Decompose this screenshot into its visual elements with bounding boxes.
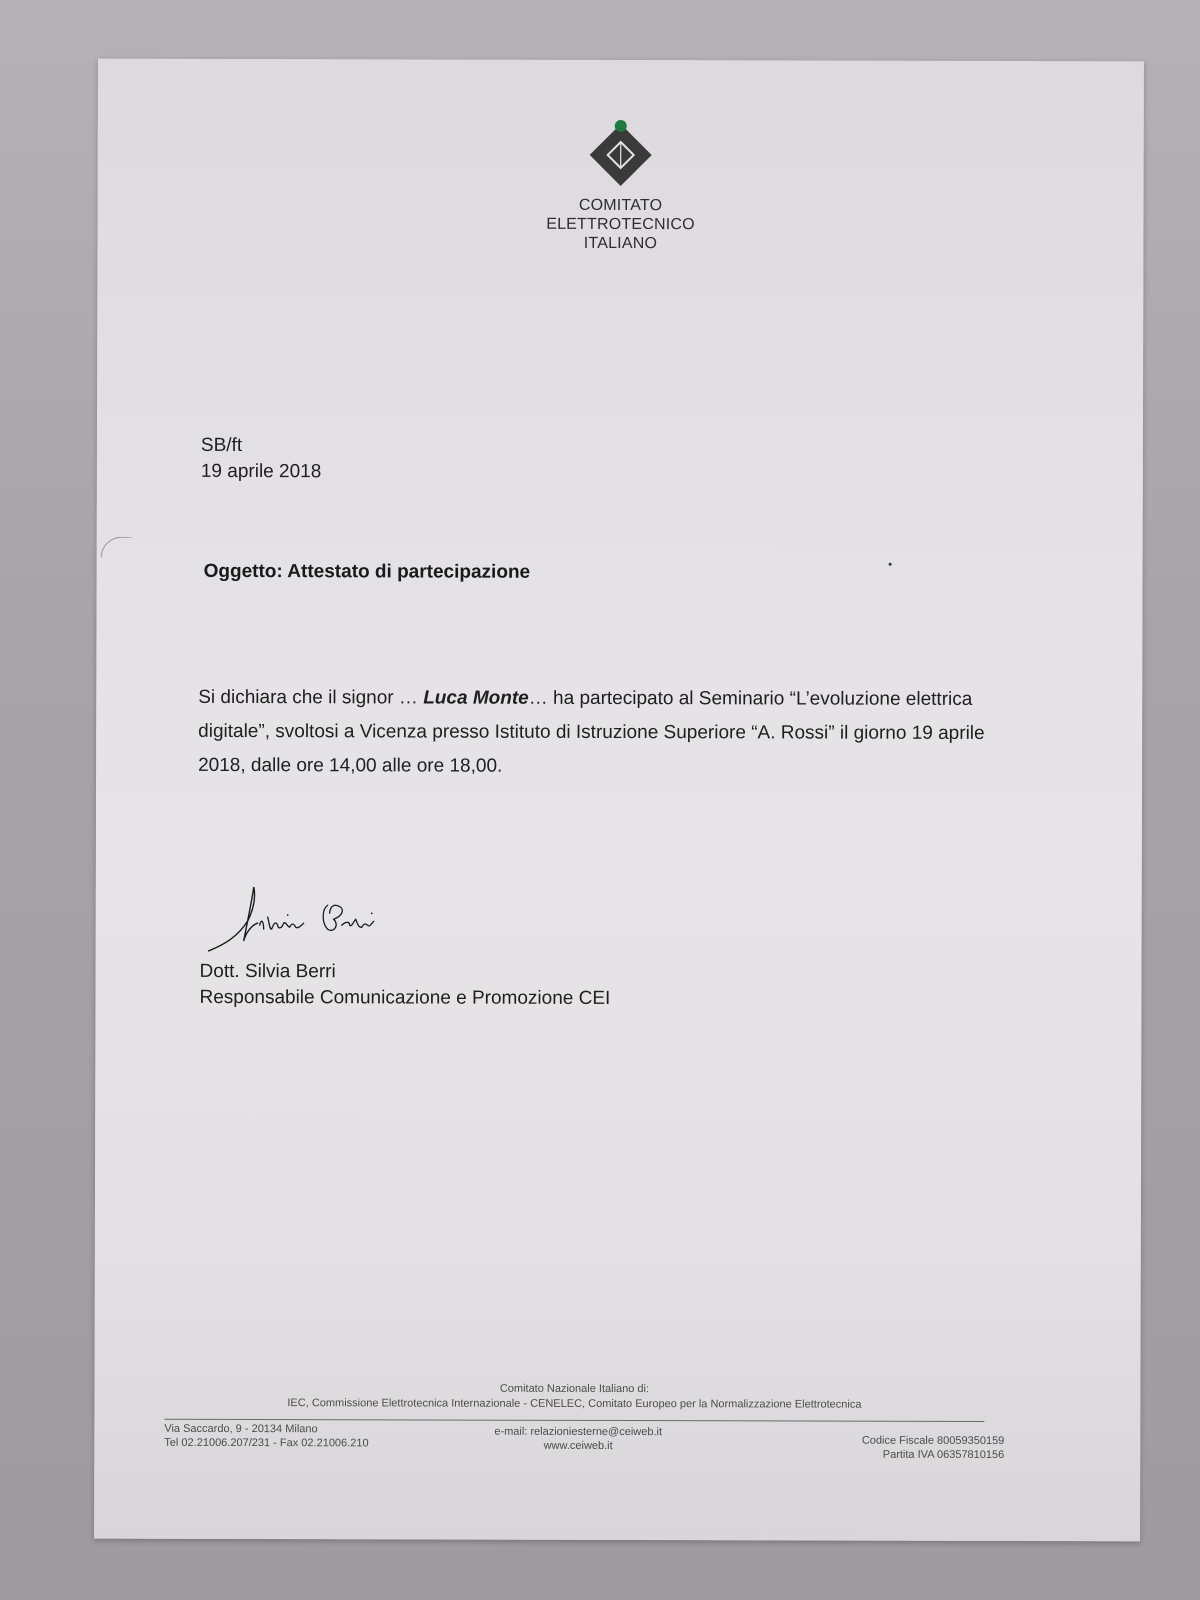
footer-line-1: Comitato Nazionale Italiano di: xyxy=(499,1382,650,1396)
logo-line-3: ITALIANO xyxy=(583,234,658,253)
document-sheet xyxy=(94,59,1144,1542)
footer-address-block xyxy=(164,1422,368,1451)
reference-code: SB/ft xyxy=(200,434,243,457)
participant-name: Luca Monte xyxy=(423,687,529,709)
paper-crease xyxy=(101,537,132,558)
body-details: … ha partecipato al Seminario “L’evoluzione elettrica digitale”, svoltosi a Vicenza presso Istituto di Istruzione Superiore “A. Rossi” il giorno 19 aprile 2018, dalle ore 14,00 alle ore 18,00. xyxy=(198,687,985,777)
logo-wordmark xyxy=(97,195,1143,255)
body-paragraph xyxy=(198,681,998,785)
footer-email: e-mail: relazioniesterne@ceiweb.it xyxy=(494,1425,663,1439)
reference-block xyxy=(201,433,322,485)
cei-diamond-icon xyxy=(586,120,656,190)
paper-speck xyxy=(889,563,892,566)
footer-vat: Partita IVA 06357810156 xyxy=(882,1448,1005,1462)
footer-address: Via Saccardo, 9 - 20134 Milano xyxy=(164,1422,318,1436)
footer-line-2: IEC, Commissione Elettrotecnica Internazionale - CENELEC, Comitato Europeo per la Normalizzazione Elettrotecnica xyxy=(287,1397,862,1411)
footer-affiliation xyxy=(164,1381,984,1413)
logo-line-2: ELETTROTECNICO xyxy=(546,215,695,234)
signer-name: Dott. Silvia Berri xyxy=(199,960,336,983)
handwritten-signature xyxy=(204,879,404,965)
cei-logo xyxy=(97,119,1143,255)
subject-line: Oggetto: Attestato di partecipazione xyxy=(203,560,531,583)
footer-tax-code: Codice Fiscale 80059350159 xyxy=(861,1434,1005,1448)
letterhead-footer xyxy=(164,1381,1005,1464)
footer-contacts xyxy=(164,1422,1005,1464)
signer-block xyxy=(199,959,610,1012)
letter-date: 19 aprile 2018 xyxy=(200,460,322,483)
footer-website: www.ceiweb.it xyxy=(543,1439,613,1452)
footer-phone: Tel 02.21006.207/231 - Fax 02.21006.210 xyxy=(164,1436,369,1450)
footer-online-block xyxy=(494,1425,662,1453)
signer-role: Responsabile Comunicazione e Promozione CEI xyxy=(199,986,611,1009)
body-intro: Si dichiara che il signor … xyxy=(198,686,424,709)
footer-tax-block xyxy=(862,1434,1005,1462)
signature-icon xyxy=(204,879,404,960)
logo-line-1: COMITATO xyxy=(578,196,663,215)
